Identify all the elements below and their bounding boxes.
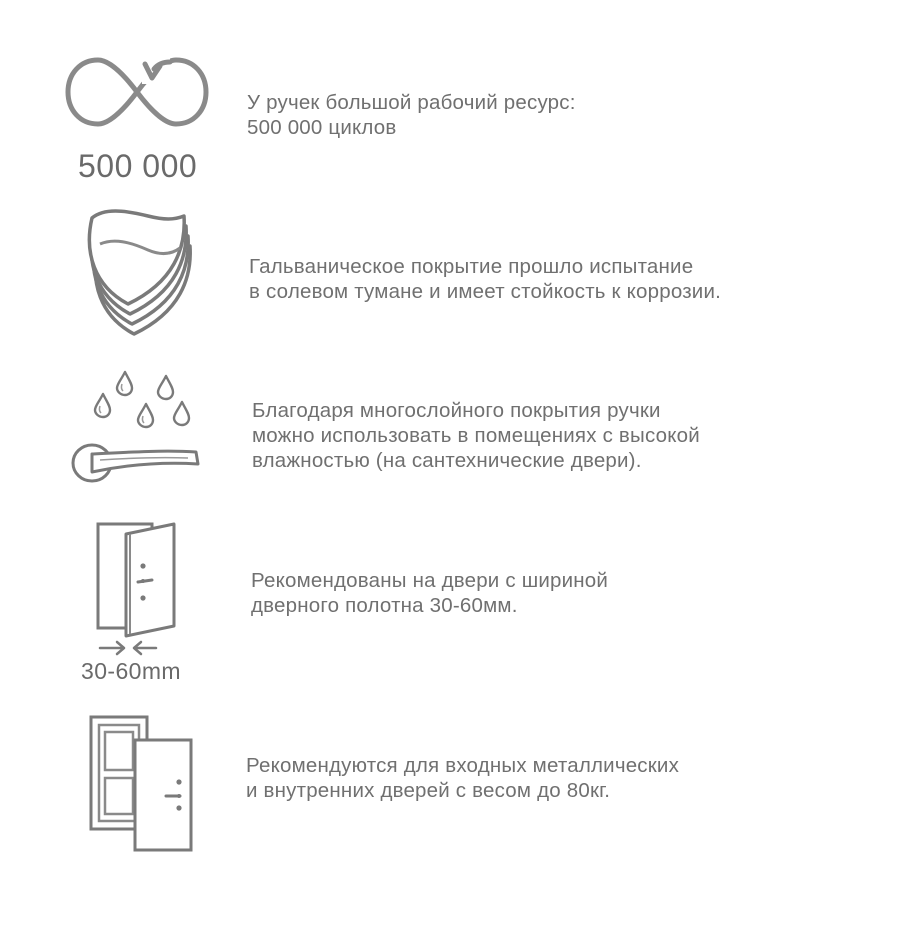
door-pair-icon <box>88 714 196 854</box>
text-line: и внутренних дверей с весом до 80кг. <box>246 779 611 802</box>
feature-humidity-text <box>252 398 700 473</box>
feature-coating-text <box>249 254 721 304</box>
text-line: в солевом тумане и имеет стойкость к коррозии. <box>249 280 721 303</box>
water-drops-handle-icon <box>70 370 206 486</box>
text-line: влажностью (на сантехнические двери). <box>252 449 642 472</box>
text-line: Благодаря многослойного покрытия ручки <box>252 399 661 422</box>
cycles-caption: 500 000 <box>78 148 198 184</box>
text-line: Гальваническое покрытие прошло испытание <box>249 255 694 278</box>
text-line: 500 000 циклов <box>247 116 397 139</box>
feature-door-weight-text <box>246 753 679 803</box>
text-line: дверного полотна 30-60мм. <box>251 594 518 617</box>
text-line: Рекомендованы на двери с шириной <box>251 569 609 592</box>
layered-shield-icon <box>80 208 200 336</box>
feature-cycles-text <box>247 90 576 140</box>
door-width-caption: 30-60mm <box>81 658 181 684</box>
text-line: Рекомендуются для входных металлических <box>246 754 680 777</box>
text-line: У ручек большой рабочий ресурс: <box>247 91 576 114</box>
feature-door-width-text <box>251 568 608 618</box>
text-line: можно использовать в помещениях с высокой <box>252 424 700 447</box>
infinity-cycle-icon <box>64 56 210 128</box>
door-thickness-icon <box>96 520 178 660</box>
